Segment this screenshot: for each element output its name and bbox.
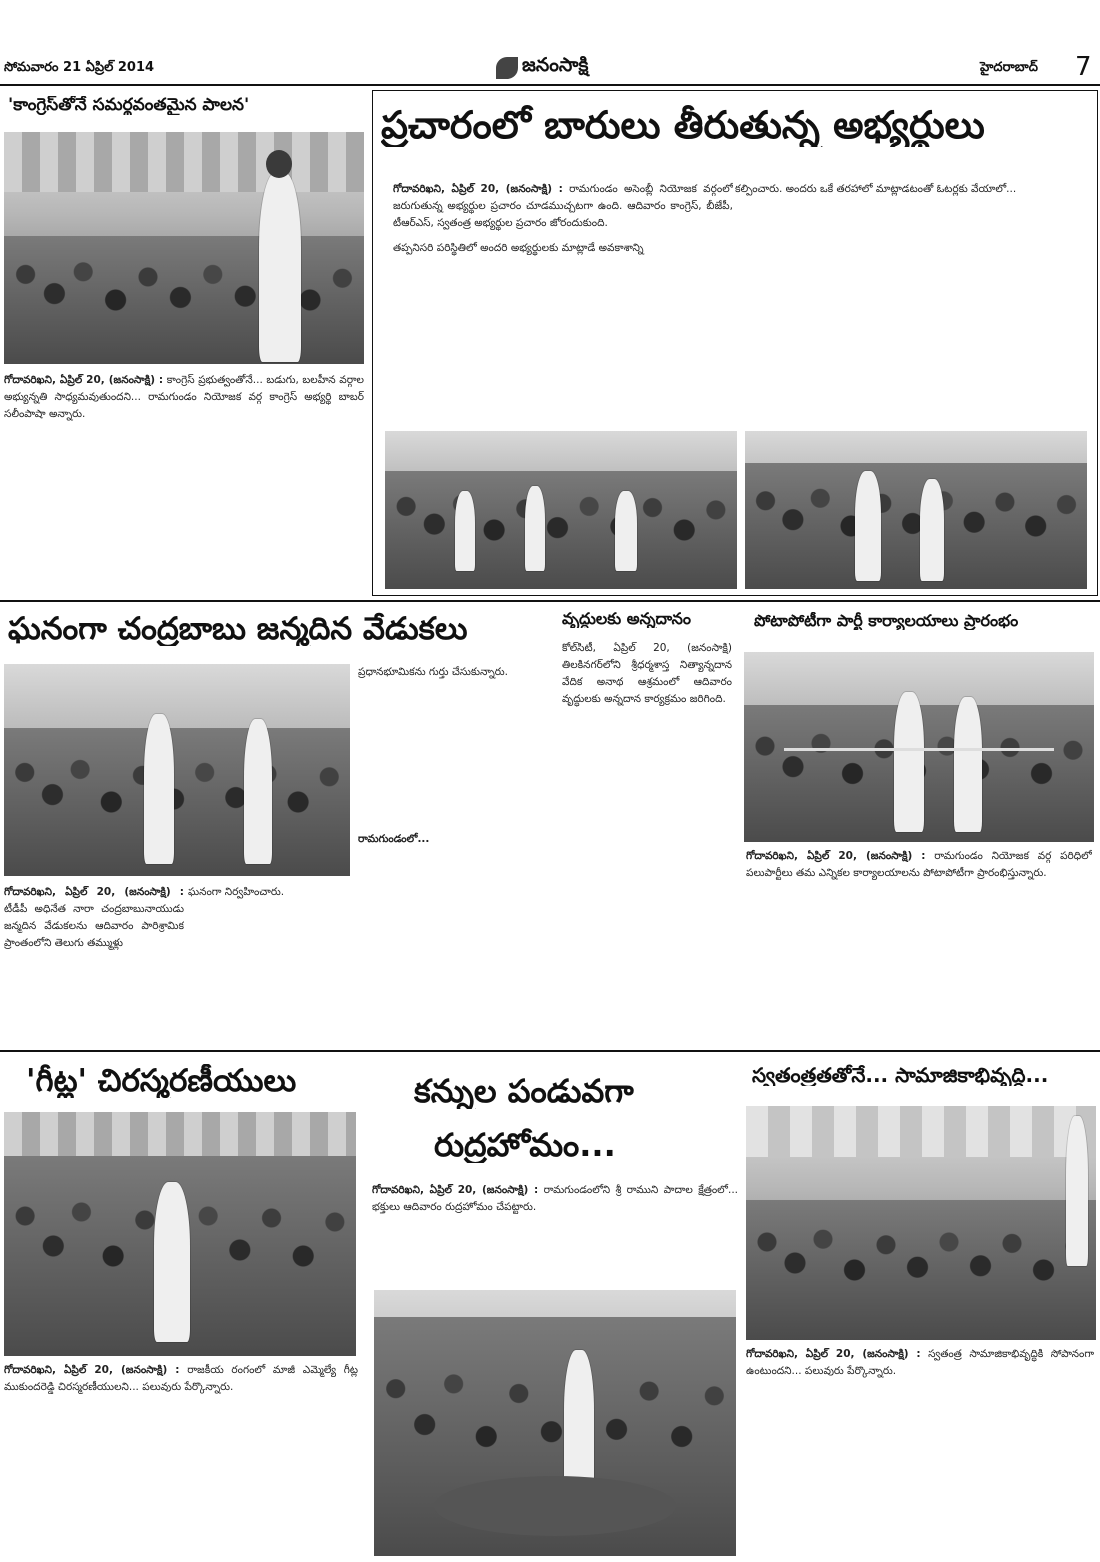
article-chandrababu-body-c [358,664,548,1044]
photo-congress-meeting [4,132,364,364]
article-old-age-body [562,640,732,1040]
text-party-offices: రామగుండం నియోజక వర్గ పరిధిలో పలుపార్టీలు తమ ఎన్నికల కార్యాలయాలను పోటాపోటీగా ప్రారంభిస్తున్నారు. [746,850,1092,879]
article-lead [372,90,1098,596]
text-chandrababu-c: ప్రధానభూమికను గుర్తు చేసుకున్నారు. [358,666,508,678]
dateline-party-offices: గోదావరిఖని, ఏప్రిల్ 20, (జనంసాక్షి) : [746,850,926,862]
article-congress-body [4,372,364,582]
text-geetla: రాజకీయ రంగంలో మాజీ ఎమ్మెల్యే గీట్ల ముకుందరెడ్డి చిరస్మరణీయులని... పలువురు పేర్కొన్నారు. [4,1364,358,1393]
logo-text: జనంసాక్షి [522,54,589,76]
headline-congress: 'కాంగ్రెస్‌తోనే సమర్థవంతమైన పాలన' [8,96,250,115]
article-chandrababu-body-a [4,884,184,1044]
headline-chandrababu: ఘనంగా చంద్రబాబు జన్మదిన వేడుకలు [8,612,468,647]
article-geetla-body [4,1362,358,1558]
page-number: 7 [1075,52,1092,82]
masthead-rule [0,84,1100,86]
subhead-ramagundam: రామగుండంలో... [358,833,430,845]
dateline-lead: గోదావరిఖని, ఏప్రిల్ 20, (జనంసాక్షి) : [393,183,563,195]
photo-lead-campaign [745,431,1087,589]
article-social-development-body [746,1346,1094,1556]
headline-party-offices: పోటాపోటీగా పార్టీ కార్యాలయాలు ప్రారంభం [754,612,1019,630]
headline-old-age: వృద్దులకు అన్నదానం [562,610,691,628]
article-chandrababu-body-b [188,884,354,1044]
text-lead-col2: కల్పించారు. అందరు ఒకే తరహాలో మాట్లాడటంతో ఓటర్లకు వేయాలో... [735,183,1017,195]
text-chandrababu-b: ఘనంగా నిర్వహించారు. [188,886,285,898]
headline-rudrahomam-line1: కన్నుల పండువగా [414,1074,634,1110]
masthead-city: హైదరాబాద్ [980,60,1038,75]
photo-social-meeting [746,1106,1096,1340]
masthead-date: సోమవారం 21 ఏప్రిల్ 2014 [4,60,155,75]
headline-lead: ప్రచారంలో బారులు తీరుతున్న అభ్యర్థులు [381,105,985,147]
article-rudrahomam-body [372,1182,738,1282]
divider-row2 [0,1050,1100,1052]
masthead-logo [496,54,588,81]
text-rudrahomam: రామగుండంలోని శ్రీ రాముని పాదాల క్షేత్రంలో... భక్తులు ఆదివారం రుద్రహోమం చేపట్టారు. [372,1184,738,1213]
dateline-old-age: కోల్‌సిటీ, ఏప్రిల్ 20, (జనంసాక్షి) [562,642,732,654]
text-social-development: స్వతంత్ర సామాజికాభివృద్ధికి సోపానంగా ఉంటుందని... పలువురు పేర్కొన్నారు. [746,1348,1094,1377]
dateline-congress: గోదావరిఖని, ఏప్రిల్ 20, (జనంసాక్షి) : [4,374,164,386]
dateline-chandrababu: గోదావరిఖని, ఏప్రిల్ 20, (జనంసాక్షి) : [4,886,184,898]
photo-rudrahomam-ritual [374,1290,736,1556]
leaf-logo-icon [496,57,518,79]
dateline-rudrahomam: గోదావరిఖని, ఏప్రిల్ 20, (జనంసాక్షి) : [372,1184,539,1196]
headline-rudrahomam-line2: రుద్రహోమం... [434,1128,616,1164]
text-old-age: తిలకినగర్‌లోని శ్రీధర్మశాస్త నిత్యాన్నదాన వేదిక అనాథ ఆశ్రమంలో ఆదివారం వృద్ధులకు అన్నదాన కార్యక్రమం జరిగింది. [562,659,732,705]
photo-party-office-opening [744,652,1094,842]
photo-lead-rally [385,431,737,589]
photo-chandrababu-celebration [4,664,350,876]
text-chandrababu-a: టీడీపీ అధినేత నారా చంద్రబాబునాయుడు జన్మదిన వేడుకలను ఆదివారం పారిశ్రామిక ప్రాంతంలోని తెలుగు తమ్ముళ్లు [4,903,184,949]
photo-geetla-tribute [4,1112,356,1356]
text-congress: కాంగ్రెస్ ప్రభుత్వంతోనే... బడుగు, బలహీన వర్గాల అభ్యున్నతి సాధ్యమవుతుందని... రామగుండం నియోజక వర్గ కాంగ్రెస్ అభ్యర్థి బాబర్ సలీంపాషా అన్నారు. [4,374,364,420]
text-lead-col1: రామగుండం అసెంబ్లీ నియోజక వర్గంలో జరుగుతున్న అభ్యర్థుల ప్రచారం చూడముచ్చటగా ఉంది. ఆదివారం కాంగ్రెస్, బీజేపీ, టీఆర్ఎస్, స్వతంత్ర అభ్యర్థుల ప్రచారం జోరందుకుంది. [393,183,733,229]
headline-social-development: స్వతంత్రతతోనే... సామాజికాభివృద్ధి... [752,1064,1049,1086]
headline-geetla: 'గీట్ల' చిరస్మరణీయులు [26,1064,297,1099]
text-lead-col1-tail: తప్పనిసరి పరిస్థితిలో అందరి అభ్యర్థులకు మాట్లాడే అవకాశాన్ని [393,242,644,254]
dateline-social-development: గోదావరిఖని, ఏప్రిల్ 20, (జనంసాక్షి) : [746,1348,921,1360]
divider-row1 [0,600,1100,602]
dateline-geetla: గోదావరిఖని, ఏప్రిల్ 20, (జనంసాక్షి) : [4,1364,180,1376]
article-party-offices-body [746,848,1092,1040]
